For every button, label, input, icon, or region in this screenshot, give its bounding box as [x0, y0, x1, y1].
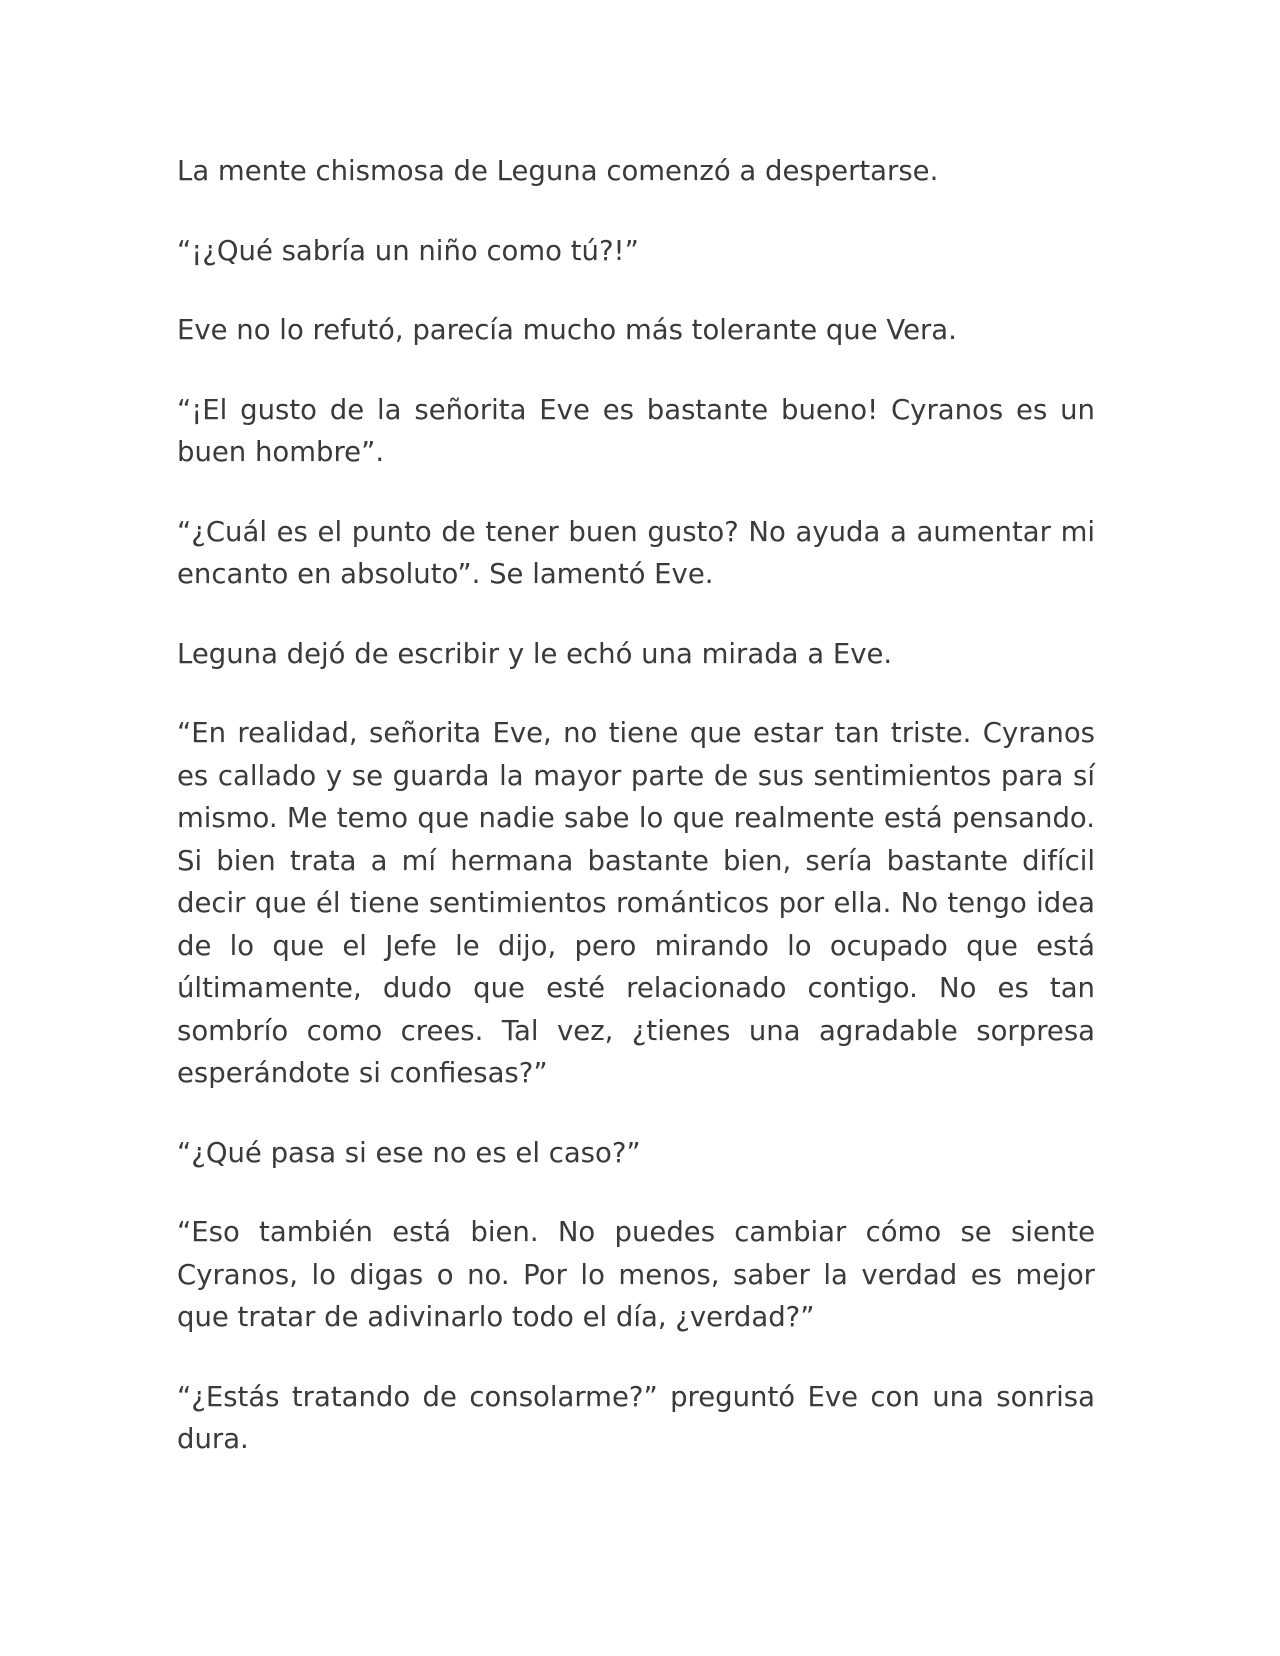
paragraph: “¿Qué pasa si ese no es el caso?” — [177, 1136, 641, 1169]
document-page — [177, 150, 1095, 1498]
paragraph: “¡El gusto de la señorita Eve es bastante bueno! Cyranos es un buen hombre”. — [177, 393, 1095, 468]
paragraph: “En realidad, señorita Eve, no tiene que estar tan triste. Cyranos es callado y se guarda la mayor parte de sus sentimientos para sí mismo. Me temo que nadie sabe lo que realmente está pensando. Si bien trata a mí hermana bastante bien, sería bastante difícil decir que él tiene sentimientos románticos por ella. No tengo idea de lo que el Jefe le dijo, pero mirando lo ocupado que está últimamente, dudo que esté relacionado contigo. No es tan sombrío como crees. Tal vez, ¿tienes una agradable sorpresa esperándote si confiesas?” — [177, 717, 1095, 1089]
paragraph: “¡¿Qué sabría un niño como tú?!” — [177, 234, 639, 267]
paragraph: Eve no lo refutó, parecía mucho más tolerante que Vera. — [177, 314, 957, 346]
paragraph: “Eso también está bien. No puedes cambiar cómo se siente Cyranos, lo digas o no. Por lo menos, saber la verdad es mejor que tratar de adivinarlo todo el día, ¿verdad?” — [177, 1216, 1095, 1333]
paragraph: “¿Cuál es el punto de tener buen gusto? No ayuda a aumentar mi encanto en absoluto”. Se lamentó Eve. — [177, 515, 1095, 590]
paragraph: “¿Estás tratando de consolarme?” preguntó Eve con una sonrisa dura. — [177, 1380, 1095, 1455]
paragraph: Leguna dejó de escribir y le echó una mirada a Eve. — [177, 637, 893, 670]
paragraph: La mente chismosa de Leguna comenzó a despertarse. — [177, 155, 939, 187]
